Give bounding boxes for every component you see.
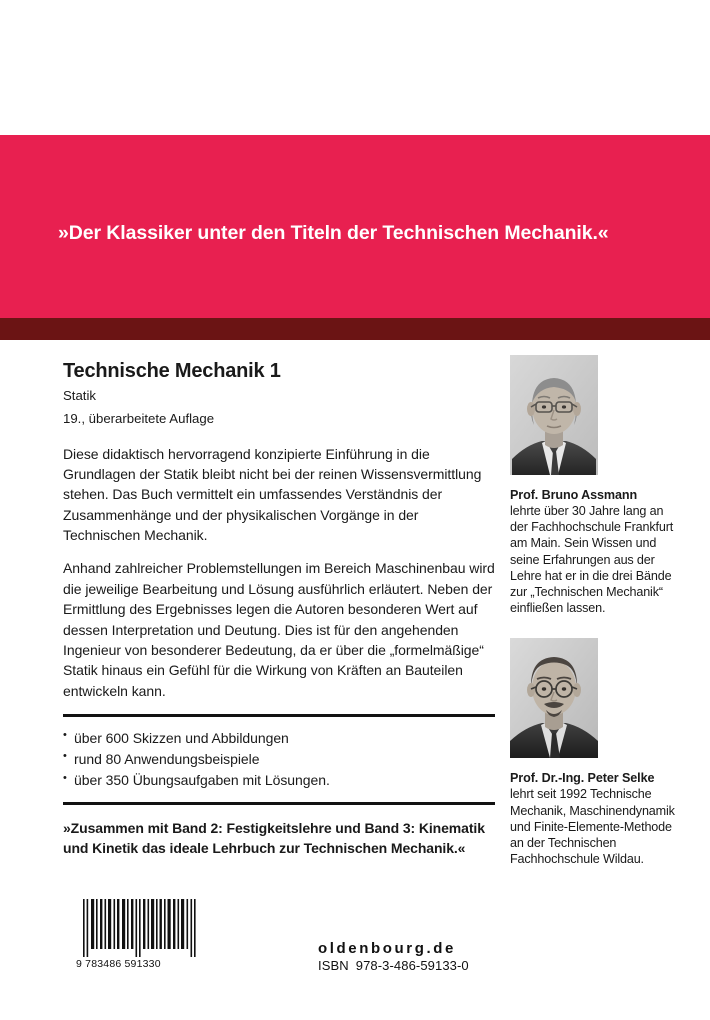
author-block-assmann [510, 355, 682, 616]
red-banner [0, 135, 710, 318]
author-name: Prof. Dr.-Ing. Peter Selke [510, 771, 655, 786]
barcode-digits: 9 783486 591330 [76, 958, 161, 970]
isbn-value: 978-3-486-59133-0 [355, 958, 469, 974]
list-item: • über 350 Übungsaufgaben mit Lösungen. [63, 770, 495, 791]
portrait-photo-selke [510, 638, 598, 758]
list-item: • über 600 Skizzen und Abbildungen [63, 728, 495, 749]
author-block-selke [510, 638, 682, 867]
banner-pull-quote: »Der Klassiker unter den Titeln der Technischen Mechanik.« [58, 222, 609, 244]
publisher-imprint [318, 940, 469, 974]
cover-footer [0, 888, 710, 988]
left-text-column [63, 360, 495, 858]
author-name: Prof. Bruno Assmann [510, 488, 638, 502]
author-bio: lehrt seit 1992 Technische Mechanik, Maschinendynamik und Finite-Elemente-Methode an der Technischen Fachhochschule Wildau. [510, 787, 675, 867]
book-subtitle: Statik [63, 388, 96, 403]
book-edition: 19., überarbeitete Auflage [63, 410, 215, 426]
blurb-paragraph-1: Diese didaktisch hervorragend konzipierte Einführung in die Grundlagen der Statik bleibt nicht bei der reinen Wissensvermittlung stehen. Das Buch vermittelt ein umfassendes Verständnis der Zusammenhänge und der physikalischen Vorgänge in der Technischen Mechanik. [63, 445, 482, 544]
publisher-domain: oldenbourg.de [318, 940, 456, 957]
isbn-label: ISBN [318, 958, 349, 974]
isbn-barcode [76, 899, 202, 970]
list-item: • rund 80 Anwendungsbeispiele [63, 749, 495, 770]
closing-pull-quote: »Zusammen mit Band 2: Festigkeitslehre und Band 3: Kinematik und Kinetik das ideale Lehrbuch zur Technischen Mechanik.« [63, 819, 485, 856]
book-title: Technische Mechanik 1 [63, 360, 281, 382]
blurb-paragraph-2: Anhand zahlreicher Problemstellungen im Bereich Maschinenbau wird die jeweilige Bearbeitung und Lösung ausführlich erläutert. Neben der Ermittlung des Ergebnisses legen die Autoren besonderen Wert auf dessen Interpretation und Deutung. Dies ist für den angehenden Ingenieur von besonderer Bedeutung, da er über die „formelmäßige“ Statik hinaus ein Gefühl für die Wirkung von Kräften an Bauteilen entwickeln kann. [63, 560, 495, 699]
feature-list [63, 728, 495, 792]
portrait-photo-assmann [510, 355, 598, 475]
top-white-margin [0, 0, 710, 135]
barcode-bars-icon [76, 899, 202, 957]
maroon-divider-bar [0, 318, 710, 340]
author-bio: lehrte über 30 Jahre lang an der Fachhochschule Frankfurt am Main. Sein Wissen und seine Erfahrungen aus der Lehre hat er in die drei Bände zur „Technischen Mechanik“ einfließen lassen. [510, 504, 674, 616]
isbn-line [318, 959, 469, 974]
author-column [510, 355, 682, 889]
feature-list-block [63, 717, 495, 803]
